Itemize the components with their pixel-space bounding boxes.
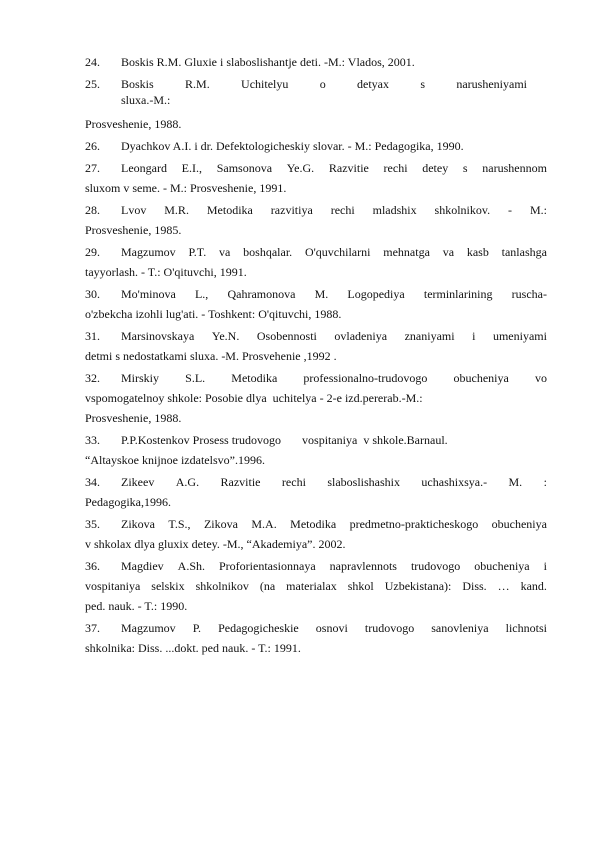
reference-entry-32 <box>85 368 547 428</box>
word: M.A. <box>251 517 277 531</box>
word: Diss. <box>462 579 487 593</box>
word: detyax <box>357 77 390 91</box>
word: shkolnikov. <box>434 203 491 217</box>
reference-list <box>85 52 547 660</box>
word: uchashixsya.- <box>421 475 488 489</box>
entry-number: 31. <box>85 329 100 343</box>
entry-text: P.P.Kostenkov Prosess trudovogo vospitaniya v shkole.Barnaul. <box>121 433 448 447</box>
word: kasb <box>466 245 489 259</box>
word: L., <box>194 287 209 301</box>
word: S.L. <box>185 371 206 385</box>
entry-text-line <box>121 618 547 638</box>
word: o <box>319 77 326 91</box>
word: i <box>543 559 547 573</box>
word: … <box>497 579 510 593</box>
word: M.R. <box>164 203 189 217</box>
word: predmetno-prakticheskogo <box>349 517 479 531</box>
word: Metodika <box>206 203 253 217</box>
word: Razvitie <box>220 475 261 489</box>
entry-number: 25. <box>85 77 100 91</box>
word: M.: <box>529 203 547 217</box>
word: obucheniya <box>453 371 509 385</box>
word: narushennom <box>482 161 547 175</box>
word: Leongard <box>121 161 167 175</box>
word: Boskis <box>121 77 154 91</box>
word: Proforientasionnaya <box>219 559 316 573</box>
word: i <box>472 329 476 343</box>
word: Uchitelyu <box>241 77 289 91</box>
entry-text-line <box>121 472 547 492</box>
word: T.S., <box>168 517 191 531</box>
word: va <box>442 245 455 259</box>
word: R.M. <box>185 77 210 91</box>
word: Osobennosti <box>256 329 317 343</box>
word: osnovi <box>315 621 348 635</box>
word: razvitiya <box>270 203 313 217</box>
word: Zikova <box>203 517 238 531</box>
reference-entry-37 <box>85 618 547 658</box>
word: Logopediya <box>347 287 405 301</box>
word: kand. <box>520 579 547 593</box>
word: Pedagogicheskie <box>218 621 299 635</box>
word: Qahramonova <box>227 287 296 301</box>
reference-entry-25 <box>85 74 547 134</box>
word: shkol <box>347 579 374 593</box>
entry-text-line <box>121 284 547 304</box>
word: rechi <box>383 161 408 175</box>
word: tanlashga <box>501 245 547 259</box>
entry-text: v shkolax dlya gluxix detey. -M., “Akademiya”. 2002. <box>85 537 346 551</box>
reference-entry-26 <box>85 136 547 156</box>
reference-entry-36 <box>85 556 547 616</box>
entry-text-line <box>121 514 547 534</box>
word: detey <box>422 161 449 175</box>
entry-number: 28. <box>85 203 100 217</box>
reference-entry-28 <box>85 200 547 240</box>
word: shkolnikov <box>195 579 249 593</box>
word: Samsonova <box>216 161 273 175</box>
word: Magdiev <box>121 559 164 573</box>
word: Mo'minova <box>121 287 176 301</box>
word: znaniyami <box>404 329 455 343</box>
word: terminlarining <box>423 287 493 301</box>
entry-text: Prosveshenie, 1988. <box>85 117 182 131</box>
entry-text: Pedagogika,1996. <box>85 495 171 509</box>
word: ovladeniya <box>334 329 388 343</box>
entry-number: 32. <box>85 371 100 385</box>
entry-number: 29. <box>85 245 100 259</box>
reference-entry-29 <box>85 242 547 282</box>
entry-number: 36. <box>85 559 100 573</box>
word: Metodika <box>290 517 337 531</box>
entry-text: shkolnika: Diss. ...dokt. ped nauk. - T.: 1991. <box>85 641 301 655</box>
entry-number: 34. <box>85 475 100 489</box>
word: M. <box>508 475 523 489</box>
word: vo <box>534 371 547 385</box>
word: napravlennots <box>329 559 397 573</box>
word: va <box>219 245 231 259</box>
word: selskix <box>151 579 185 593</box>
word: rechi <box>330 203 355 217</box>
entry-text: Boskis R.M. Gluxie i slaboslishantje deti. -M.: Vlados, 2001. <box>121 55 415 69</box>
word: E.I., <box>181 161 202 175</box>
entry-number: 26. <box>85 139 100 153</box>
entry-text: ped. nauk. - T.: 1990. <box>85 599 188 613</box>
word: P.T. <box>188 245 207 259</box>
word: O'quvchilarni <box>304 245 371 259</box>
word: Zikeev <box>121 475 155 489</box>
word: mehnatga <box>383 245 430 259</box>
entry-text: Prosveshenie, 1988. <box>85 411 182 425</box>
word: Lvov <box>121 203 147 217</box>
entry-text-line <box>121 200 547 220</box>
reference-entry-31 <box>85 326 547 366</box>
entry-text-line <box>121 242 547 262</box>
entry-text: “Altayskoe knijnoe izdatelsvo”.1996. <box>85 453 265 467</box>
entry-text: Dyachkov A.I. i dr. Defektologicheskiy slovar. - M.: Pedagogika, 1990. <box>121 139 464 153</box>
entry-number: 35. <box>85 517 100 531</box>
entry-text-line <box>121 556 547 576</box>
entry-text-line <box>121 368 547 388</box>
entry-number: 33. <box>85 433 100 447</box>
entry-text: Prosveshenie, 1985. <box>85 223 182 237</box>
word: vospitaniya <box>85 579 141 593</box>
word: ruscha- <box>511 287 547 301</box>
word: Zikova <box>121 517 155 531</box>
word: lichnotsi <box>505 621 547 635</box>
entry-text-line <box>121 158 547 178</box>
reference-entry-24 <box>85 52 547 72</box>
reference-entry-34 <box>85 472 547 512</box>
word: Mirskiy <box>121 371 160 385</box>
word: A.G. <box>175 475 200 489</box>
word: boshqalar. <box>243 245 293 259</box>
word: Ye.G. <box>286 161 315 175</box>
word: Magzumov <box>121 245 176 259</box>
word: sanovleniya <box>431 621 489 635</box>
word: obucheniya <box>491 517 547 531</box>
word: - <box>508 203 513 217</box>
word: Ye.N. <box>211 329 240 343</box>
entry-text: vspomogatelnoy shkole: Posobie dlya uchitelya - 2-e izd.pererab.-M.: <box>85 391 423 405</box>
entry-number: 24. <box>85 55 100 69</box>
entry-text: tayyorlash. - T.: O'qituvchi, 1991. <box>85 265 247 279</box>
entry-text: detmi s nedostatkami sluxa. -M. Prosvehenie ,1992 . <box>85 349 337 363</box>
word: umeniyami <box>492 329 547 343</box>
word: Magzumov <box>121 621 176 635</box>
word: (na <box>259 579 276 593</box>
word: Razvitie <box>328 161 369 175</box>
word: A.Sh. <box>177 559 205 573</box>
word: mladshix <box>372 203 417 217</box>
entry-text-line <box>121 74 547 94</box>
reference-entry-33 <box>85 430 547 470</box>
word: obucheniya <box>474 559 530 573</box>
word: slaboslishashix <box>327 475 400 489</box>
entry-number: 27. <box>85 161 100 175</box>
word: s <box>420 77 426 91</box>
word: narusheniyami <box>456 77 527 91</box>
entry-text: o'zbekcha izohli lug'ati. - Toshkent: O'qituvchi, 1988. <box>85 307 342 321</box>
entry-text: sluxa.-M.: <box>121 93 171 107</box>
word: Metodika <box>231 371 278 385</box>
entry-text-line <box>121 326 547 346</box>
entry-number: 30. <box>85 287 100 301</box>
reference-entry-30 <box>85 284 547 324</box>
reference-entry-35 <box>85 514 547 554</box>
word: Marsinovskaya <box>121 329 195 343</box>
word: P. <box>192 621 202 635</box>
word: trudovogo <box>364 621 415 635</box>
word: s <box>462 161 468 175</box>
word: : <box>543 475 547 489</box>
entry-text-line <box>85 576 547 596</box>
word: Uzbekistana): <box>384 579 452 593</box>
word: trudovogo <box>410 559 461 573</box>
word: materialax <box>286 579 337 593</box>
word: rechi <box>281 475 306 489</box>
entry-text: sluxom v seme. - M.: Prosveshenie, 1991. <box>85 181 287 195</box>
reference-entry-27 <box>85 158 547 198</box>
word: professionalno-trudovogo <box>303 371 428 385</box>
entry-number: 37. <box>85 621 100 635</box>
word: M. <box>314 287 329 301</box>
